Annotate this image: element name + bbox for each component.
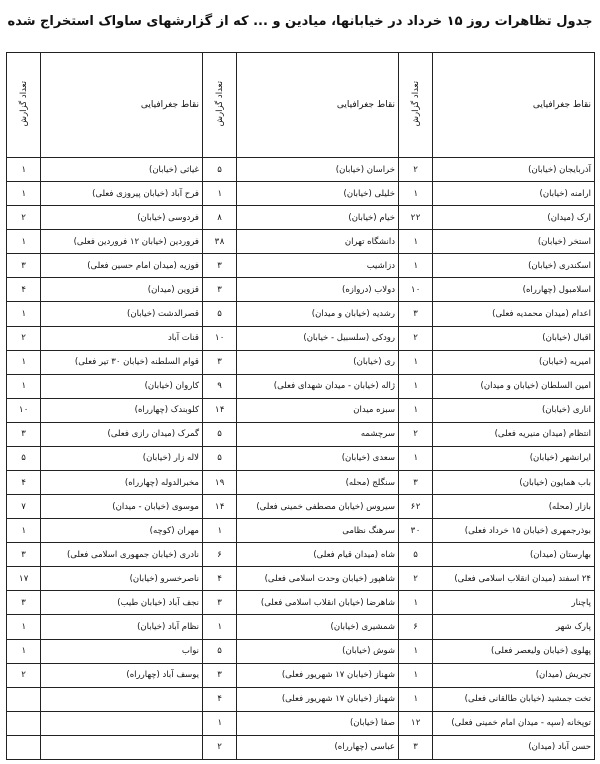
count-cell: ۱ — [7, 350, 41, 374]
count-cell: ۱ — [7, 615, 41, 639]
count-cell: ۱۷ — [7, 567, 41, 591]
count-cell: ۱ — [203, 519, 237, 543]
document-title: جدول تظاهرات روز ۱۵ خرداد در خیابانها، میادین و ... که از گزارشهای ساواک استخراج شده — [7, 14, 593, 29]
count-cell: ۷ — [7, 495, 41, 519]
place-cell: اسکندری (خیابان) — [433, 254, 595, 278]
count-cell: ۵ — [203, 422, 237, 446]
place-cell — [41, 735, 203, 759]
place-cell: ژاله (خیابان - میدان شهدای فعلی) — [237, 374, 399, 398]
count-cell: ۱۲ — [399, 711, 433, 735]
count-cell — [7, 687, 41, 711]
count-cell: ۳ — [399, 735, 433, 759]
place-cell: سنگلج (محله) — [237, 471, 399, 495]
place-cell: حسن آباد (میدان) — [433, 735, 595, 759]
place-cell: خلیلی (خیابان) — [237, 182, 399, 206]
place-cell: شاهپور (خیابان وحدت اسلامی فعلی) — [237, 567, 399, 591]
table-row — [7, 663, 595, 687]
count-cell: ۱ — [399, 398, 433, 422]
count-cell: ۳ — [399, 471, 433, 495]
place-cell: باب همایون (خیابان) — [433, 471, 595, 495]
place-cell: گمرک (میدان رازی فعلی) — [41, 422, 203, 446]
table-row — [7, 374, 595, 398]
place-cell: توپخانه (سپه - میدان امام خمینی فعلی) — [433, 711, 595, 735]
table-row — [7, 230, 595, 254]
place-cell: فرح آباد (خیابان پیروزی فعلی) — [41, 182, 203, 206]
count-cell: ۱۰ — [7, 398, 41, 422]
count-cell: ۵ — [7, 446, 41, 470]
place-cell: خراسان (خیابان) — [237, 158, 399, 182]
count-cell: ۶ — [203, 543, 237, 567]
place-cell: دولاب (دروازه) — [237, 278, 399, 302]
place-cell: نجف آباد (خیابان طیب) — [41, 591, 203, 615]
place-cell: ایرانشهر (خیابان) — [433, 446, 595, 470]
count-cell: ۵ — [399, 543, 433, 567]
place-cell: سبزه میدان — [237, 398, 399, 422]
count-cell: ۳ — [7, 422, 41, 446]
count-cell: ۱ — [7, 519, 41, 543]
report-table — [6, 52, 595, 760]
table-row — [7, 182, 595, 206]
count-cell: ۵ — [203, 158, 237, 182]
count-cell: ۴ — [203, 567, 237, 591]
place-cell: شوش (خیابان) — [237, 639, 399, 663]
header-count-1: تعداد گزارش — [399, 53, 433, 158]
table-row — [7, 495, 595, 519]
place-cell: سرهنگ نظامی — [237, 519, 399, 543]
table-row — [7, 471, 595, 495]
table-row — [7, 687, 595, 711]
place-cell: فوزیه (میدان امام حسین فعلی) — [41, 254, 203, 278]
count-cell: ۶۲ — [399, 495, 433, 519]
count-cell: ۳ — [203, 350, 237, 374]
place-cell: خیام (خیابان) — [237, 206, 399, 230]
table-row — [7, 543, 595, 567]
place-cell: اناری (خیابان) — [433, 398, 595, 422]
place-cell: ارامنه (خیابان) — [433, 182, 595, 206]
count-cell: ۱ — [203, 615, 237, 639]
count-cell: ۳ — [203, 663, 237, 687]
count-cell: ۱ — [399, 350, 433, 374]
count-cell: ۲ — [7, 206, 41, 230]
table-row — [7, 446, 595, 470]
place-cell: فروردین (خیابان ۱۲ فروردین فعلی) — [41, 230, 203, 254]
place-cell — [41, 687, 203, 711]
count-cell: ۱ — [399, 639, 433, 663]
place-cell: شاهرضا (خیابان انقلاب اسلامی فعلی) — [237, 591, 399, 615]
place-cell: اسلامبول (چهارراه) — [433, 278, 595, 302]
place-cell: اقبال (خیابان) — [433, 326, 595, 350]
place-cell: رودکی (سلسبیل - خیابان) — [237, 326, 399, 350]
place-cell: تجریش (میدان) — [433, 663, 595, 687]
count-cell: ۱ — [399, 374, 433, 398]
header-place-3: نقاط جغرافیایی — [41, 53, 203, 158]
place-cell: شاه (میدان قیام فعلی) — [237, 543, 399, 567]
count-cell — [7, 711, 41, 735]
place-cell: لاله زار (خیابان) — [41, 446, 203, 470]
place-cell: نادری (خیابان جمهوری اسلامی فعلی) — [41, 543, 203, 567]
table-row — [7, 639, 595, 663]
place-cell: رشدیه (خیابان و میدان) — [237, 302, 399, 326]
place-cell: اعدام (میدان محمدیه فعلی) — [433, 302, 595, 326]
count-cell: ۴ — [203, 687, 237, 711]
table-row — [7, 422, 595, 446]
count-cell: ۳ — [203, 254, 237, 278]
count-cell: ۲۲ — [399, 206, 433, 230]
place-cell: قزوین (میدان) — [41, 278, 203, 302]
count-cell: ۱ — [7, 158, 41, 182]
table-row — [7, 735, 595, 759]
count-cell: ۱ — [7, 374, 41, 398]
place-cell: بهارستان (میدان) — [433, 543, 595, 567]
table-row — [7, 278, 595, 302]
count-cell: ۱۹ — [203, 471, 237, 495]
table-header-row — [7, 53, 595, 158]
count-cell: ۴ — [7, 278, 41, 302]
header-count-2: تعداد گزارش — [203, 53, 237, 158]
place-cell: موسوی (خیابان - میدان) — [41, 495, 203, 519]
place-cell: نظام آباد (خیابان) — [41, 615, 203, 639]
count-cell: ۲ — [399, 567, 433, 591]
header-place-2: نقاط جغرافیایی — [237, 53, 399, 158]
count-cell: ۱ — [399, 254, 433, 278]
table-row — [7, 326, 595, 350]
count-cell: ۲ — [7, 326, 41, 350]
table-row — [7, 254, 595, 278]
place-cell: شهناز (خیابان ۱۷ شهریور فعلی) — [237, 687, 399, 711]
place-cell: مخبرالدوله (چهارراه) — [41, 471, 203, 495]
place-cell: آذربایجان (خیابان) — [433, 158, 595, 182]
place-cell: نواب — [41, 639, 203, 663]
place-cell: سیروس (خیابان مصطفی خمینی فعلی) — [237, 495, 399, 519]
count-cell: ۱ — [7, 639, 41, 663]
count-cell: ۱۰ — [399, 278, 433, 302]
place-cell: غیاثی (خیابان) — [41, 158, 203, 182]
count-cell: ۱ — [399, 591, 433, 615]
count-cell: ۱ — [399, 182, 433, 206]
place-cell: قصرالدشت (خیابان) — [41, 302, 203, 326]
table-row — [7, 519, 595, 543]
place-cell: پارک شهر — [433, 615, 595, 639]
count-cell: ۲ — [399, 326, 433, 350]
count-cell: ۱ — [7, 302, 41, 326]
place-cell: یوسف آباد (چهارراه) — [41, 663, 203, 687]
place-cell: شهناز (خیابان ۱۷ شهریور فعلی) — [237, 663, 399, 687]
count-cell: ۱ — [203, 182, 237, 206]
count-cell: ۳۸ — [203, 230, 237, 254]
place-cell: پهلوی (خیابان ولیعصر فعلی) — [433, 639, 595, 663]
place-cell: ناصرخسرو (خیابان) — [41, 567, 203, 591]
place-cell: پاچنار — [433, 591, 595, 615]
count-cell: ۱ — [7, 182, 41, 206]
place-cell: بوذرجمهری (خیابان ۱۵ خرداد فعلی) — [433, 519, 595, 543]
count-cell: ۱۴ — [203, 398, 237, 422]
place-cell: صفا (خیابان) — [237, 711, 399, 735]
place-cell: امیریه (خیابان) — [433, 350, 595, 374]
header-place-1: نقاط جغرافیایی — [433, 53, 595, 158]
header-count-3: تعداد گزارش — [7, 53, 41, 158]
count-cell: ۱۰ — [203, 326, 237, 350]
place-cell: انتظام (میدان منیریه فعلی) — [433, 422, 595, 446]
place-cell: سعدی (خیابان) — [237, 446, 399, 470]
count-cell: ۵ — [203, 639, 237, 663]
count-cell: ۳۰ — [399, 519, 433, 543]
count-cell: ۲ — [7, 663, 41, 687]
table-row — [7, 711, 595, 735]
count-cell: ۳ — [203, 591, 237, 615]
count-cell: ۳ — [7, 591, 41, 615]
count-cell: ۵ — [203, 302, 237, 326]
count-cell: ۳ — [399, 302, 433, 326]
place-cell: مهران (کوچه) — [41, 519, 203, 543]
count-cell: ۲ — [399, 158, 433, 182]
count-cell: ۶ — [399, 615, 433, 639]
count-cell: ۱ — [399, 446, 433, 470]
place-cell: سرچشمه — [237, 422, 399, 446]
place-cell: بازار (محله) — [433, 495, 595, 519]
place-cell: قنات آباد — [41, 326, 203, 350]
table-row — [7, 615, 595, 639]
count-cell: ۴ — [7, 471, 41, 495]
place-cell: عباسی (چهارراه) — [237, 735, 399, 759]
place-cell: امین السلطان (خیابان و میدان) — [433, 374, 595, 398]
count-cell: ۵ — [203, 446, 237, 470]
place-cell: فردوسی (خیابان) — [41, 206, 203, 230]
place-cell: دزاشیب — [237, 254, 399, 278]
table-row — [7, 206, 595, 230]
place-cell: ۲۴ اسفند (میدان انقلاب اسلامی فعلی) — [433, 567, 595, 591]
place-cell: ری (خیابان) — [237, 350, 399, 374]
count-cell: ۲ — [203, 735, 237, 759]
count-cell: ۳ — [7, 543, 41, 567]
count-cell: ۱ — [203, 711, 237, 735]
count-cell: ۲ — [399, 422, 433, 446]
place-cell: کلوبندک (چهارراه) — [41, 398, 203, 422]
count-cell: ۱ — [7, 230, 41, 254]
count-cell: ۱۴ — [203, 495, 237, 519]
count-cell: ۳ — [7, 254, 41, 278]
place-cell: استخر (خیابان) — [433, 230, 595, 254]
table-row — [7, 350, 595, 374]
place-cell: دانشگاه تهران — [237, 230, 399, 254]
place-cell: قوام السلطنه (خیابان ۳۰ تیر فعلی) — [41, 350, 203, 374]
place-cell: تخت جمشید (خیابان طالقانی فعلی) — [433, 687, 595, 711]
count-cell: ۳ — [203, 278, 237, 302]
table-row — [7, 591, 595, 615]
count-cell: ۱ — [399, 230, 433, 254]
count-cell: ۸ — [203, 206, 237, 230]
count-cell: ۱ — [399, 663, 433, 687]
table-row — [7, 302, 595, 326]
place-cell — [41, 711, 203, 735]
table-row — [7, 567, 595, 591]
place-cell: ارک (میدان) — [433, 206, 595, 230]
place-cell: کاروان (خیابان) — [41, 374, 203, 398]
table-row — [7, 398, 595, 422]
count-cell: ۱ — [399, 687, 433, 711]
table-row — [7, 158, 595, 182]
count-cell — [7, 735, 41, 759]
place-cell: شمشیری (خیابان) — [237, 615, 399, 639]
count-cell: ۹ — [203, 374, 237, 398]
